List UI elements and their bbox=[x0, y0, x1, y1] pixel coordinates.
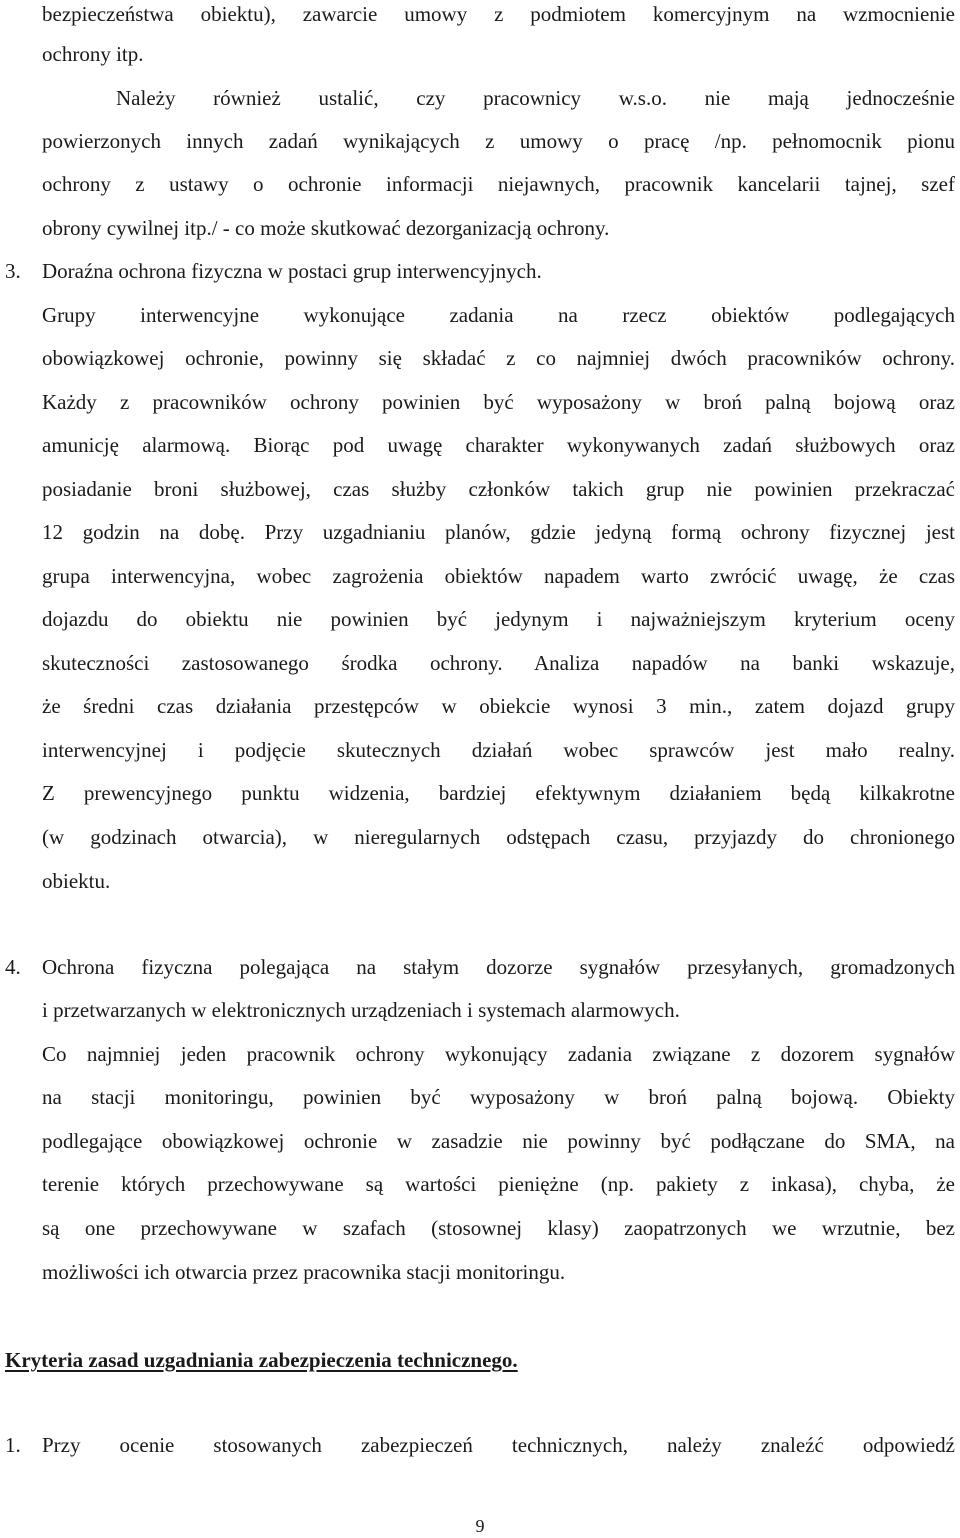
text-line: posiadanie broni służbowej, czas służby członków takich grup nie powinien przekraczać bbox=[42, 477, 955, 501]
text-line: Grupy interwencyjne wykonujące zadania na rzecz obiektów podlegających bbox=[42, 303, 955, 327]
text-line: grupa interwencyjna, wobec zagrożenia obiektów napadem warto zwrócić uwagę, że czas bbox=[42, 564, 955, 588]
text-line: terenie których przechowywane są wartości pieniężne (np. pakiety z inkasa), chyba, że bbox=[42, 1172, 955, 1196]
text-line: bezpieczeństwa obiektu), zawarcie umowy z podmiotem komercyjnym na wzmocnienie bbox=[42, 2, 955, 26]
text-line: obowiązkowej ochronie, powinny się składać z co najmniej dwóch pracowników ochrony. bbox=[42, 346, 955, 370]
text-line: i przetwarzanych w elektronicznych urządzeniach i systemach alarmowych. bbox=[42, 998, 680, 1022]
text-line: obiektu. bbox=[42, 869, 111, 893]
page-number: 9 bbox=[475, 1516, 485, 1536]
text-line: Co najmniej jeden pracownik ochrony wykonujący zadania związane z dozorem sygnałów bbox=[42, 1042, 955, 1066]
text-line: są one przechowywane w szafach (stosownej klasy) zaopatrzonych we wrzutnie, bez bbox=[42, 1216, 955, 1240]
text-line: ochrony z ustawy o ochronie informacji niejawnych, pracownik kancelarii tajnej, szef bbox=[42, 172, 955, 196]
text-line: skuteczności zastosowanego środka ochrony. Analiza napadów na banki wskazuje, bbox=[42, 651, 955, 675]
section-title: Doraźna ochrona fizyczna w postaci grup interwencyjnych. bbox=[42, 259, 542, 283]
text-line: podlegające obowiązkowej ochronie w zasadzie nie powinny być podłączane do SMA, na bbox=[42, 1129, 955, 1153]
text-line: ochrony itp. bbox=[42, 42, 144, 66]
text-line: na stacji monitoringu, powinien być wyposażony w broń palną bojową. Obiekty bbox=[42, 1085, 955, 1109]
text-line: Z prewencyjnego punktu widzenia, bardziej efektywnym działaniem będą kilkakrotne bbox=[42, 781, 955, 805]
criteria-heading: Kryteria zasad uzgadniania zabezpieczenia technicznego. bbox=[5, 1348, 518, 1372]
text-line: amunicję alarmową. Biorąc pod uwagę charakter wykonywanych zadań służbowych oraz bbox=[42, 433, 955, 457]
text-line: Przy ocenie stosowanych zabezpieczeń technicznych, należy znaleźć odpowiedź bbox=[42, 1433, 955, 1457]
item-number: 1. bbox=[5, 1433, 21, 1457]
text-line: Należy również ustalić, czy pracownicy w.s.o. nie mają jednocześnie bbox=[116, 86, 955, 110]
text-line: powierzonych innych zadań wynikających z umowy o pracę /np. pełnomocnik pionu bbox=[42, 129, 955, 153]
text-line: możliwości ich otwarcia przez pracownika stacji monitoringu. bbox=[42, 1260, 566, 1284]
section-number: 3. bbox=[5, 259, 21, 283]
text-line: interwencyjnej i podjęcie skutecznych działań wobec sprawców jest mało realny. bbox=[42, 738, 955, 762]
text-line: Ochrona fizyczna polegająca na stałym dozorze sygnałów przesyłanych, gromadzonych bbox=[42, 955, 955, 979]
text-line: że średni czas działania przestępców w obiekcie wynosi 3 min., zatem dojazd grupy bbox=[42, 694, 955, 718]
text-line: 12 godzin na dobę. Przy uzgadnianiu planów, gdzie jedyną formą ochrony fizycznej jest bbox=[42, 520, 955, 544]
text-line: dojazdu do obiektu nie powinien być jedynym i najważniejszym kryterium oceny bbox=[42, 607, 955, 631]
section-number: 4. bbox=[5, 955, 21, 979]
text-line: Każdy z pracowników ochrony powinien być wyposażony w broń palną bojową oraz bbox=[42, 390, 955, 414]
text-line: (w godzinach otwarcia), w nieregularnych odstępach czasu, przyjazdy do chronionego bbox=[42, 825, 955, 849]
text-line: obrony cywilnej itp./ - co może skutkować dezorganizacją ochrony. bbox=[42, 216, 610, 240]
